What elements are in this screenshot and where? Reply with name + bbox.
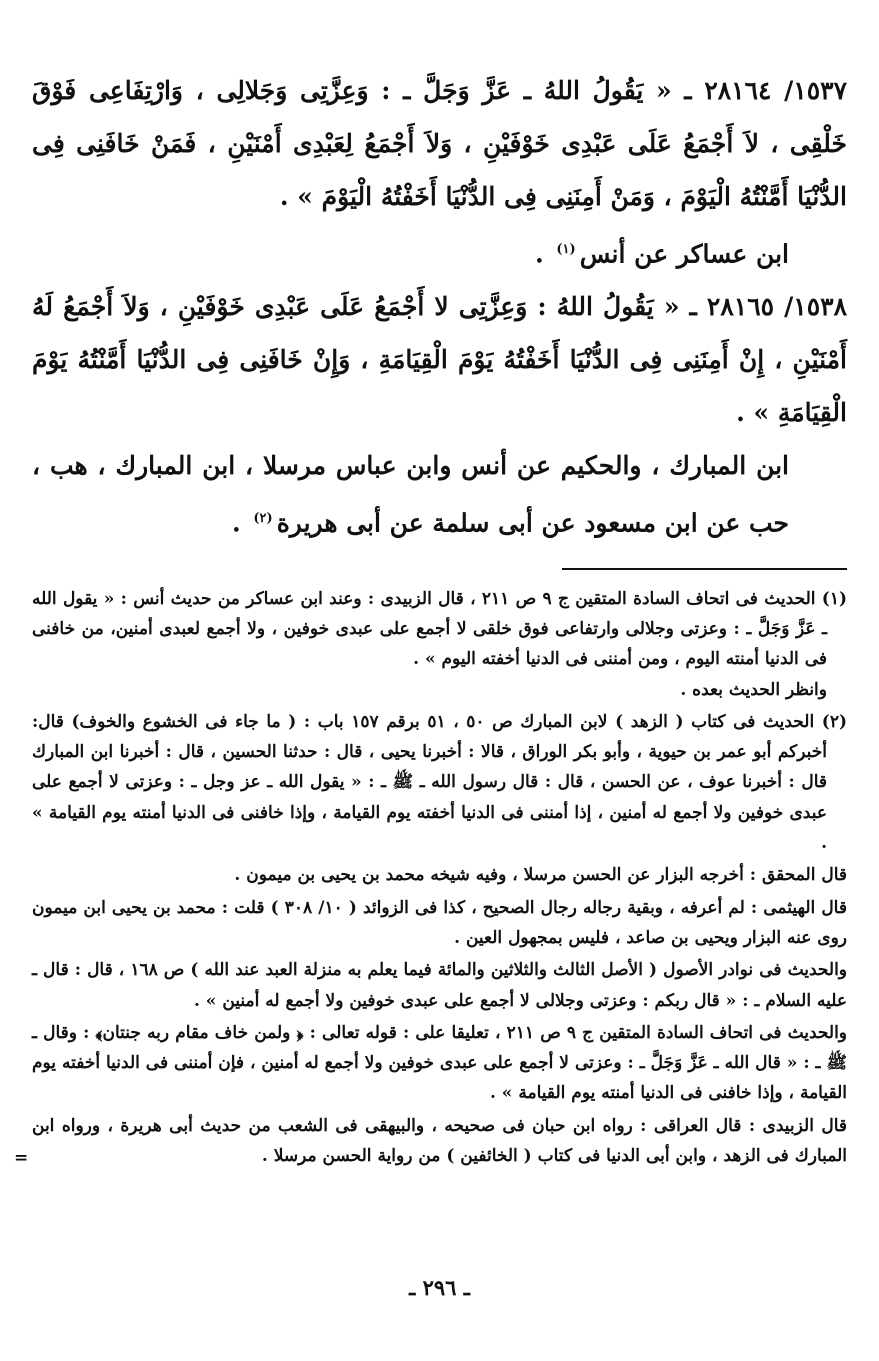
- footnote-2: (٢) الحديث فى كتاب ( الزهد ) لابن المبارك ص ٥٠ ، ٥١ برقم ١٥٧ باب : ( ما جاء فى الخشوع والخوف) قال: أخبركم أبو عمر بن حيوية ، وأبو بكر الوراق ، قالا : أخبرنا يحيى ، قال : حدثنا الحسين ، قال : أخبرنا ابن المبارك قال : أخبرنا عوف ، عن الحسن ، قال : قال رسول الله ـ ﷺ ـ : « يقول الله ـ عز وجل ـ : وعزتى لا أجمع على عبدى خوفين ولا أجمع له أمنين ، إذا أمننى فى الدنيا أخفته يوم القيامة ، وإذا خافنى فى الدنيا أمنته يوم القيامة » .: [32, 711, 848, 854]
- footnote-1-see-also: وانظر الحديث بعده .: [680, 679, 827, 700]
- hadith-1537-text: ١٥٣٧/ ٢٨١٦٤ ـ « يَقُولُ اللهُ ـ عَزَّ وَجَلَّ ـ : وَعِزَّتِى وَجَلالِى ، وَارْتِفَاعِى فَوْقَ خَلْقِى ، لاَ أَجْمَعُ عَلَى عَبْدِى خَوْفَيْنِ ، وَلاَ أَجْمَعُ لِعَبْدِى أَمْنَيْنِ ، فَمَنْ خَافَنِى فِى الدُّنْيَا أَمَّنْتُهُ الْيَوْمَ ، وَمَنْ أَمِنَنِى فِى الدُّنْيَا أَخَفْتُهُ الْيَوْمَ » .: [32, 76, 847, 211]
- main-text: [32, 64, 847, 550]
- footnote-2-muhaqqiq: قال المحقق : أخرجه البزار عن الحسن مرسلا ، وفيه شيخه محمد بن يحيى بن ميمون .: [234, 865, 847, 886]
- hadith-1537-source-text: ابن عساكر عن أنس: [579, 239, 789, 269]
- footnote-2-haythami: قال الهيثمى : لم أعرفه ، وبقية رجاله رجال الصحيح ، كذا فى الزوائد ( ١٠/ ٣٠٨ ) قلت : محمد بن يحيى ابن ميمون روى عنه البزار ويحيى بن صاعد ، فليس بمجهول العين .: [32, 897, 847, 948]
- footnote-2-nawadir: والحديث فى نوادر الأصول ( الأصل الثالث والثلاثين والمائة فيما يعلم به منزلة العبد عند الله ) ص ١٦٨ ، قال : قال ـ عليه السلام ـ : « قال ربكم : وعزتى وجلالى لا أجمع على عبدى خوفين ولا أجمع له أمنين » .: [32, 960, 847, 1011]
- hadith-1538-source-text: ابن المبارك ، والحكيم عن أنس وابن عباس مرسلا ، ابن المبارك ، هب ، حب عن ابن مسعود عن أبى سلمة عن أبى هريرة: [32, 451, 789, 538]
- hadith-1538: [32, 280, 847, 439]
- footnotes: [32, 584, 847, 1172]
- continuation-mark: =: [14, 1148, 29, 1168]
- hadith-1537-source: ابن عساكر عن أنس$^{(١)}$ .: [534, 239, 789, 269]
- book-page: [32, 64, 847, 1334]
- footnote-2-ithaf: والحديث فى اتحاف السادة المتقين ج ٩ ص ٢١١ ، تعليقا على : قوله تعالى : ﴿ ولمن خاف مقام ربه جنتان﴾ : وقال ـ ﷺ ـ : « قال الله ـ عَزَّ وَجَلَّ ـ : وعزتى لا أجمع على عبدى خوفين ولا أجمع له أمنين ، فإن أمننى فى الدنيا أخفته يوم القيامة ، وإذا خافنى فى الدنيا أمنته يوم القيامة » .: [32, 1022, 848, 1104]
- footnote-1: (١) الحديث فى اتحاف السادة المتقين ج ٩ ص ٢١١ ، قال الزبيدى : وعند ابن عساكر من حديث أنس : « يقول الله ـ عَزَّ وَجَلَّ ـ : وعزتى وجلالى وارتفاعى فوق خلقى لا أجمع على عبدى خوفين ، ولا أجمع لعبدى أمنين، من خافنى فى الدنيا أمنته اليوم ، ومن أمننى فى الدنيا أخفته اليوم » .: [32, 588, 848, 670]
- footnote-separator: [562, 568, 847, 570]
- hadith-1537: [32, 64, 847, 223]
- footnote-ref-2: (٢): [253, 511, 273, 527]
- footnote-ref-1: (١): [556, 242, 576, 257]
- page-number: ـ ٢٩٦ ـ: [409, 1275, 470, 1300]
- footnote-2-zabidi: قال الزبيدى : قال العراقى : رواه ابن حبان فى صحيحه ، والبيهقى فى الشعب من حديث أبى هريرة ، ورواه ابن المبارك فى الزهد ، وابن أبى الدنيا فى كتاب ( الخائفين ) من رواية الحسن مرسلا .: [32, 1115, 847, 1166]
- hadith-1538-text: ١٥٣٨/ ٢٨١٦٥ ـ « يَقُولُ اللهُ : وَعِزَّتِى لا أَجْمَعُ عَلَى عَبْدِى خَوْفَيْنِ ، وَلاَ أَجْمَعُ لَهُ أَمْنَيْنِ ، إِنْ أَمِنَنِى فِى الدُّنْيَا أَخَفْتُهُ يَوْمَ الْقِيَامَةِ ، وَإِنْ خَافَنِى فِى الدُّنْيَا أَمَّنْتُهُ يَوْمَ الْقِيَامَةِ » .: [32, 292, 847, 428]
- hadith-1538-source: ابن المبارك ، والحكيم عن أنس وابن عباس مرسلا ، ابن المبارك ، هب ، حب عن ابن مسعود عن أبى سلمة عن أبى هريرة$^{(٢)}$ .: [32, 451, 789, 538]
